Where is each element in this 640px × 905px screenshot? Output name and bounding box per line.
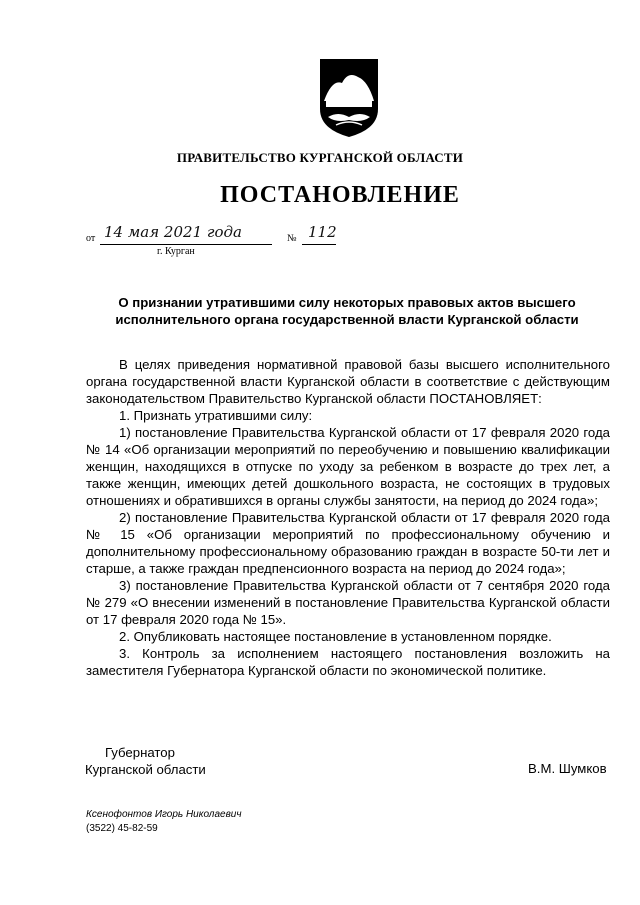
executor-info — [86, 808, 242, 836]
body-paragraph: В целях приведения нормативной правовой базы высшего исполнительного органа государственной власти Курганской области в соответствие с действующим законодательством Правительство Курганской области ПОСТАНОВЛЯЕТ: — [86, 357, 610, 406]
signatory-position — [85, 744, 206, 778]
document-type-title: ПОСТАНОВЛЕНИЕ — [220, 182, 460, 208]
body-paragraph: 2) постановление Правительства Курганской области от 17 февраля 2020 года № 15 «Об организации мероприятий по профессиональному обучению и дополнительному профессиональному образованию граждан в возрасте 50-ти лет и старше, а также граждан предпенсионного возраста на период до 2024 года»; — [86, 510, 610, 576]
body-paragraph: 1. Признать утратившими силу: — [119, 408, 313, 423]
body-paragraph: 1) постановление Правительства Курганской области от 17 февраля 2020 года № 14 «Об организации мероприятий по переобучению и повышению квалификации женщин, находящихся в отпуске по уходу за ребенком в возрасте до трех лет, а также женщин, имеющих детей дошкольного возраста, не состоящих в трудовых отношениях и обратившихся в органы службы занятости, на период до 2024 года»; — [86, 425, 610, 508]
kurgan-region-coat-of-arms-icon — [318, 57, 380, 139]
date-prefix: от — [86, 233, 96, 244]
number-underline — [302, 244, 336, 245]
document-number: 112 — [308, 223, 337, 241]
body-paragraph: 3. Контроль за исполнением настоящего постановления возложить на заместителя Губернатора Курганской области по экономической политике. — [86, 646, 610, 678]
executor-name: Ксенофонтов Игорь Николаевич — [86, 809, 242, 820]
document-date: 14 мая 2021 года — [104, 223, 242, 241]
document-subject: О признании утратившими силу некоторых правовых актов высшего исполнительного органа государственной власти Курганской области — [115, 295, 579, 327]
body-paragraph: 2. Опубликовать настоящее постановление в установленном порядке. — [119, 629, 552, 644]
executor-phone: (3522) 45-82-59 — [86, 823, 158, 834]
signatory-position-line: Губернатор — [105, 745, 175, 760]
number-prefix: № — [287, 233, 297, 244]
date-underline — [100, 244, 272, 245]
document-body — [86, 356, 610, 679]
signatory-name: В.М. Шумков — [528, 761, 607, 776]
government-name: ПРАВИТЕЛЬСТВО КУРГАНСКОЙ ОБЛАСТИ — [176, 150, 464, 165]
signatory-position-line: Курганской области — [85, 762, 206, 777]
city-name: г. Курган — [157, 246, 195, 257]
body-paragraph: 3) постановление Правительства Курганской области от 7 сентября 2020 года № 279 «О внесении изменений в постановление Правительства Курганской области от 17 февраля 2020 года № 15». — [86, 578, 610, 627]
